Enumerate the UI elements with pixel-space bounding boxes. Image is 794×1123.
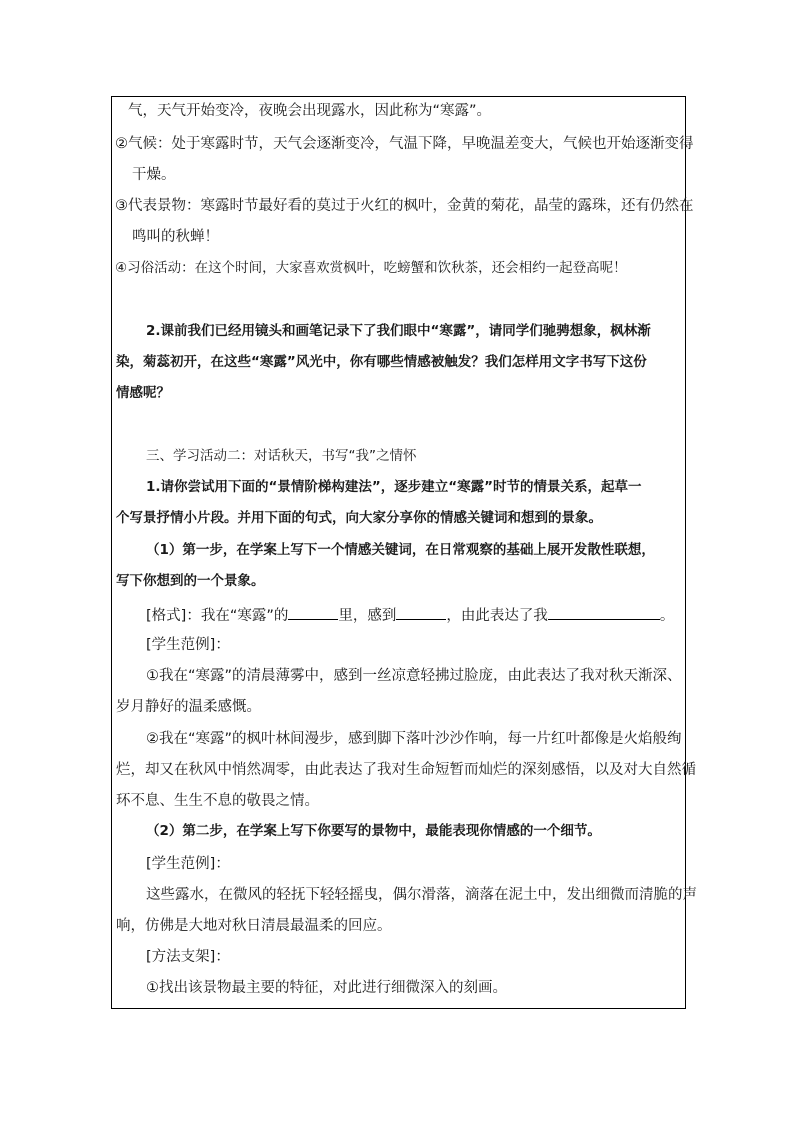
fill-blank — [288, 607, 338, 620]
example-line: ①我在“寒露”的清晨薄雾中，感到一丝凉意轻拂过脸庞，由此表达了我对秋天渐深、 — [146, 668, 682, 684]
step-line: （2）第二步，在学案上写下你要写的景物中，最能表现你情感的一个细节。 — [146, 823, 601, 839]
section-heading: 三、学习活动二：对话秋天，书写“我”之情怀 — [146, 448, 417, 464]
format-text: ，由此表达了我 — [446, 608, 548, 624]
climate-line: ②气候：处于寒露时节，天气会逐渐变冷，气温下降，早晚温差变大，气候也开始逐渐变得 — [115, 136, 694, 152]
task-line: 1.请你尝试用下面的“景情阶梯构建法”，逐步建立“寒露”时节的情景关系，起草一 — [146, 479, 642, 495]
format-text: 。 — [659, 608, 675, 624]
step-line: （1）第一步，在学案上写下一个情感关键词，在日常观察的基础上展开发散性联想， — [146, 542, 655, 558]
example-line: 烂，却又在秋风中悄然凋零，由此表达了我对生命短暂而灿烂的深刻感悟，以及对大自然循 — [116, 762, 696, 778]
example-line: 环不息、生生不息的敬畏之情。 — [116, 793, 319, 809]
example-line: 岁月静好的温柔感慨。 — [116, 699, 261, 715]
paragraph-line: 气，天气开始变冷，夜晚会出现露水，因此称为“寒露”。 — [128, 103, 492, 119]
step-line: 写下你想到的一个景象。 — [116, 573, 265, 589]
method-label: [方法支架]： — [146, 949, 230, 965]
question-line: 情感呢？ — [116, 385, 170, 401]
fill-blank — [548, 607, 660, 620]
custom-line: ④习俗活动：在这个时间，大家喜欢赏枫叶，吃螃蟹和饮秋茶，还会相约一起登高呢！ — [115, 260, 627, 276]
example-label: [学生范例]： — [146, 856, 230, 872]
format-text: [格式]：我在“寒露”的 — [146, 608, 289, 624]
task-line: 个写景抒情小片段。并用下面的句式，向大家分享你的情感关键词和想到的景象。 — [116, 510, 602, 526]
climate-line: 干燥。 — [132, 167, 176, 183]
question-line: 染，菊蕊初开，在这些“寒露”风光中，你有哪些情感被触发？我们怎样用文字书写下这份 — [116, 354, 647, 370]
example-line: 这些露水，在微风的轻抚下轻轻摇曳，偶尔滑落，滴落在泥土中，发出细微而清脆的声 — [146, 887, 697, 903]
example-line: ②我在“寒露”的枫叶林间漫步，感到脚下落叶沙沙作响，每一片红叶都像是火焰般绚 — [146, 731, 682, 747]
format-line — [146, 607, 674, 624]
format-text: 里，感到 — [338, 608, 397, 624]
example-label: [学生范例]： — [146, 637, 230, 653]
scenery-line: 鸣叫的秋蝉！ — [132, 229, 219, 245]
question-line: 2.课前我们已经用镜头和画笔记录下了我们眼中“寒露”，请同学们驰骋想象，枫林渐 — [146, 323, 651, 339]
method-line: ①找出该景物最主要的特征，对此进行细微深入的刻画。 — [146, 980, 507, 996]
fill-blank — [396, 607, 446, 620]
example-line: 响，仿佛是大地对秋日清晨最温柔的回应。 — [116, 918, 392, 934]
scenery-line: ③代表景物：寒露时节最好看的莫过于火红的枫叶，金黄的菊花，晶莹的露珠，还有仍然在 — [115, 198, 694, 214]
